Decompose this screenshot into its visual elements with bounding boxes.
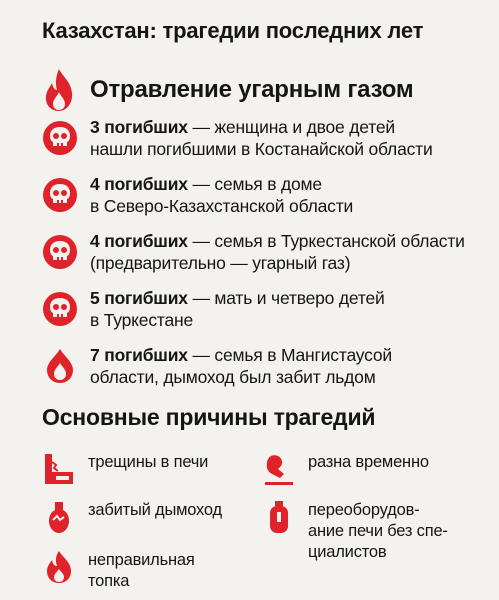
causes-heading: Основные причины трагедий (42, 404, 376, 430)
list-item (42, 287, 492, 331)
cause-item-chimney (42, 500, 222, 534)
death-count: 4 погибших (90, 231, 188, 251)
incident-desc-2: области, дымоход был забит льдом (90, 367, 376, 387)
cracked-stove-icon (42, 452, 76, 486)
hand-icon (262, 452, 296, 486)
cause-item-cracked-stove (42, 452, 208, 486)
incident-desc: — женщина и двое детей (187, 117, 395, 137)
cause-label-2: ание печи без спе- (308, 522, 448, 540)
death-count: 5 погибших (90, 288, 188, 308)
incident-desc-2: нашли погибшими в Костанайской области (90, 139, 433, 159)
death-count: 3 погибших (90, 117, 188, 137)
page-title: Казахстан: трагедии последних лет (42, 18, 424, 43)
death-count: 7 погибших (90, 345, 188, 365)
death-count: 4 погибших (90, 174, 188, 194)
fire-drop-icon (42, 348, 78, 384)
incident-desc: — семья в Туркестанской области (187, 231, 465, 251)
incident-desc-2: (предварительно — угарный газ) (90, 253, 351, 273)
cause-label: забитый дымоход (88, 501, 222, 519)
cause-label: трещины в печи (88, 453, 209, 471)
incident-desc-2: в Туркестане (90, 310, 194, 330)
list-item (42, 173, 492, 217)
skull-icon (42, 234, 78, 270)
cause-label: разна временно (308, 453, 429, 471)
incident-desc: — мать и четверо детей (187, 288, 385, 308)
fire-icon (42, 550, 76, 584)
gas-canister-icon (262, 500, 296, 534)
list-item (42, 344, 492, 388)
incident-desc: — семья в Мангистаусой (187, 345, 392, 365)
cause-item-simultaneous (262, 452, 429, 486)
skull-icon (42, 177, 78, 213)
incident-desc: — семья в доме (187, 174, 322, 194)
incident-desc-2: в Северо-Казахстанской области (90, 196, 354, 216)
cause-item-wrong-firing (42, 550, 195, 592)
flame-icon (42, 68, 76, 112)
cause-item-conversion (262, 500, 448, 563)
chimney-icon (42, 500, 76, 534)
section-heading: Отравление угарным газом (90, 76, 414, 103)
cause-label-3: циалистов (308, 543, 387, 561)
cause-label: переоборудов- (308, 501, 420, 519)
list-item (42, 116, 492, 160)
cause-label: неправильная (88, 551, 195, 569)
skull-icon (42, 291, 78, 327)
list-item (42, 230, 492, 274)
cause-label-2: топка (88, 572, 130, 590)
section-carbon-monoxide (42, 68, 413, 112)
skull-icon (42, 120, 78, 156)
